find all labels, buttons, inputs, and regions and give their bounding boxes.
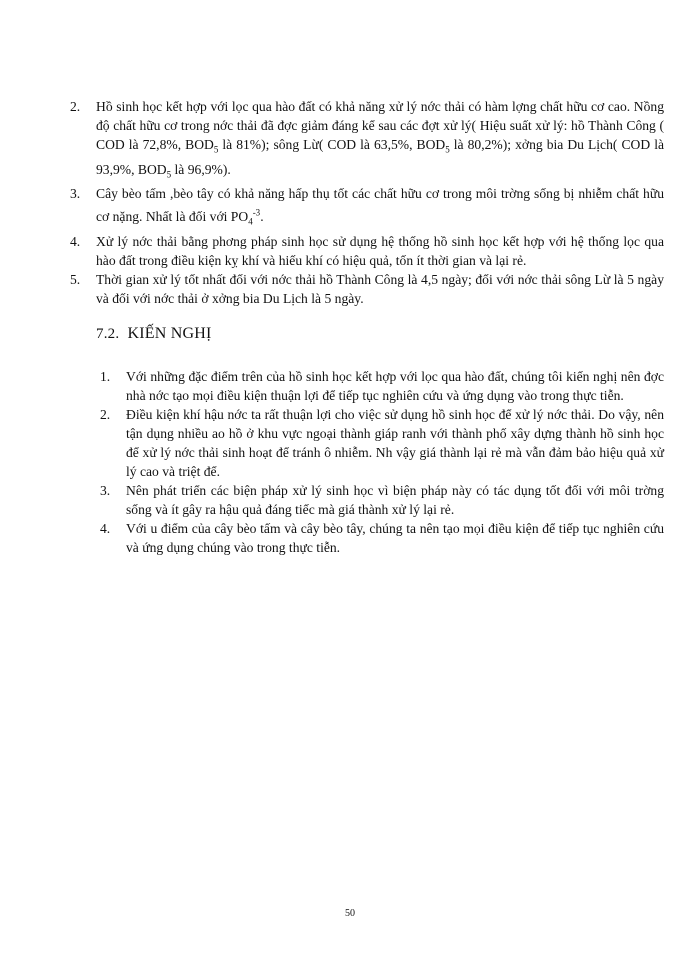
item-number: 4. — [70, 233, 81, 249]
conclusions-list — [70, 97, 664, 308]
item-text: Thời gian xử lý tốt nhất đối với nớc thải hồ Thành Công là 4,5 ngày; đối với nớc thải sông Lừ là 5 ngày và đối với nớc thải ở xởng bia Du Lịch là 5 ngày. — [96, 271, 664, 306]
list-item — [100, 405, 664, 481]
item-number: 3. — [100, 483, 111, 498]
list-item — [70, 232, 664, 270]
item-text: Xử lý nớc thải bằng phơng pháp sinh học sử dụng hệ thống hồ sinh học kết hợp với hệ thống lọc qua hào đất trong điều kiện kỵ khí và hiếu khí có hiệu quả, tốn ít thời gian và lại rẻ. — [96, 233, 664, 268]
section-title: KIẾN NGHỊ — [127, 325, 212, 342]
page-number: 50 — [345, 908, 355, 919]
item-text: Điều kiện khí hậu nớc ta rất thuận lợi cho việc sử dụng hồ sinh học để xử lý nớc thải. Do vậy, nên tận dụng nhiều ao hồ ở khu vực ngoại thành giáp ranh với thành phố xây dựng thành hồ sinh học để xử lý nớc thải sinh hoạt để tránh ô nhiễm. Nh vậy giá thành lại rẻ mà vẫn đảm bảo hiệu quả xử lý cao và triệt để. — [126, 407, 664, 479]
item-number: 2. — [70, 99, 81, 114]
list-item — [70, 97, 664, 184]
section-number: 7.2. — [96, 326, 120, 342]
section-heading — [96, 325, 212, 343]
list-item — [100, 481, 664, 519]
recommendations-list — [100, 367, 664, 557]
item-text: Hồ sinh học kết hợp với lọc qua hào đất có khả năng xử lý nớc thải có hàm lợng chất hữu cơ cao. Nồng độ chất hữu cơ trong nớc thải đã đợc giảm đáng kể sau các đợt xử lý( Hiệu suất xử lý: hồ Thành Công ( COD là 72,8%, $BOD_5$ là 81%); sông Lừ( COD là 63,5%, $BOD_5$ là 80,2%); xởng bia Du Lịch( COD là 93,9%, $BOD_5$ là 96,9%). — [96, 99, 664, 180]
item-number: 1. — [100, 369, 111, 384]
list-item — [100, 367, 664, 405]
item-number: 2. — [100, 407, 111, 422]
item-number: 3. — [70, 186, 81, 202]
item-text: Cây bèo tấm ,bèo tây có khả năng hấp thụ tốt các chất hữu cơ trong môi trờng sống bị nhiễm chất hữu cơ nặng. Nhất là đối với $PO_4^{-3}$. — [96, 186, 664, 227]
item-text: Nên phát triển các biện pháp xử lý sinh học vì biện pháp này có tác dụng tốt đối với môi trờng sống và ít gây ra hậu quả đáng tiếc mà giá thành xử lý lại rẻ. — [126, 483, 664, 517]
list-item — [70, 270, 664, 308]
item-number: 5. — [70, 271, 81, 287]
item-number: 4. — [100, 521, 111, 536]
list-item — [100, 519, 664, 557]
item-text: Với những đặc điểm trên của hồ sinh học kết hợp với lọc qua hào đất, chúng tôi kiến nghị nên đợc nhà nớc tạo mọi điều kiện thuận lợi để tiếp tục nghiên cứu và ứng dụng vào trong thực tiễn. — [126, 369, 664, 403]
item-text: Với u điểm của cây bèo tấm và cây bèo tây, chúng ta nên tạo mọi điều kiện để tiếp tục nghiên cứu và ứng dụng chúng vào trong thực tiễn. — [126, 521, 664, 555]
list-item — [70, 184, 664, 231]
